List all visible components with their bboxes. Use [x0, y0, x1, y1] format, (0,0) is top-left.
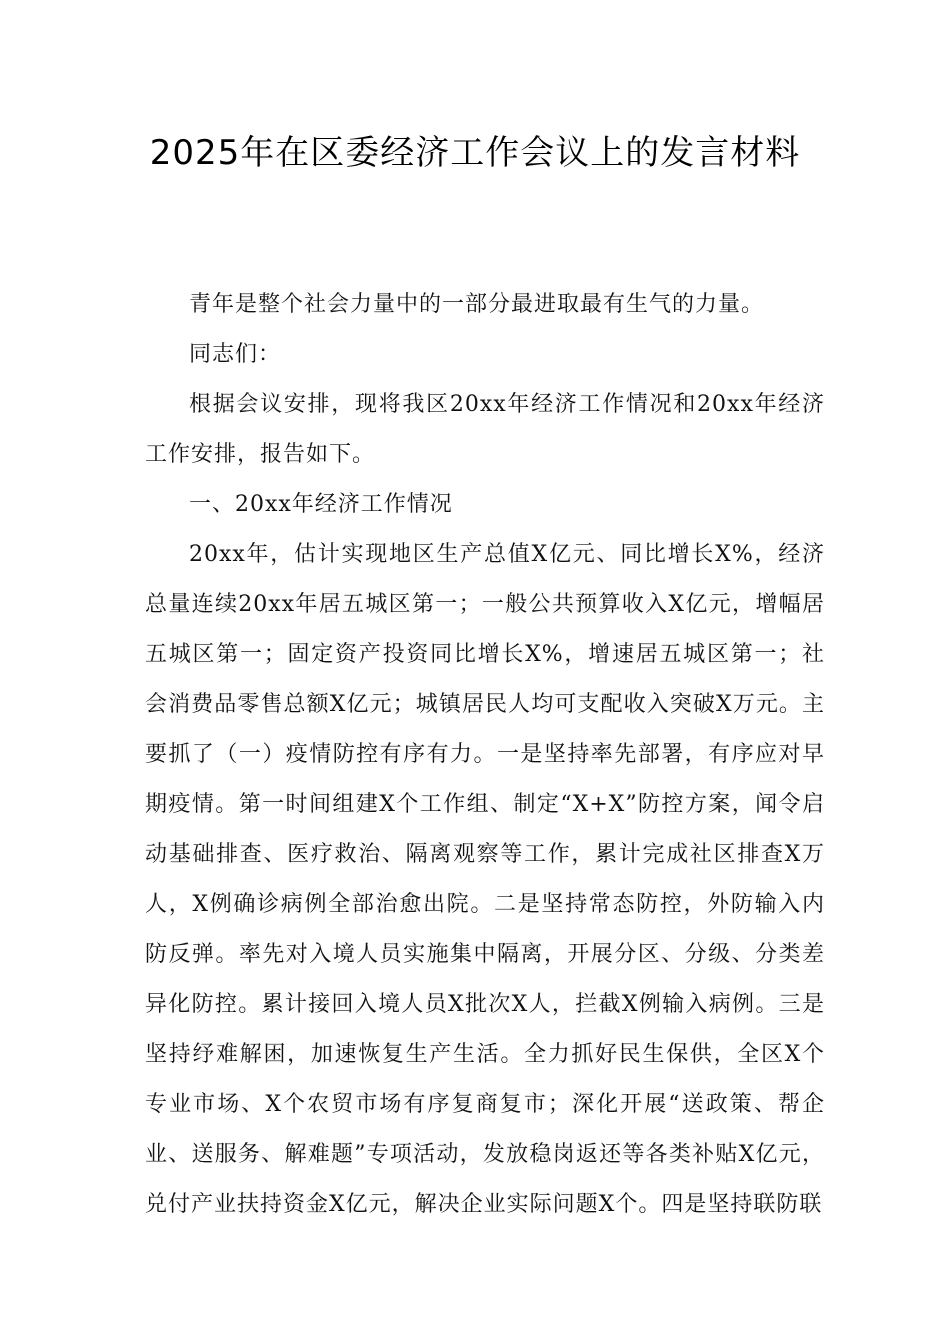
document-body	[145, 280, 825, 1230]
paragraph-economic-summary: 20xx年，估计实现地区生产总值X亿元、同比增长X%，经济总量连续20xx年居五城区第一；一般公共预算收入X亿元，增幅居五城区第一；固定资产投资同比增长X%，增速居五城区第一；社会消费品零售总额X亿元；城镇居民人均可支配收入突破X万元。主要抓了（一）疫情防控有序有力。一是坚持率先部署，有序应对早期疫情。第一时间组建X个工作组、制定“X+X”防控方案，闻令启动基础排查、医疗救治、隔离观察等工作，累计完成社区排查X万人，X例确诊病例全部治愈出院。二是坚持常态防控，外防输入内防反弹。率先对入境人员实施集中隔离，开展分区、分级、分类差异化防控。累计接回入境人员X批次X人，拦截X例输入病例。三是坚持纾难解困，加速恢复生产生活。全力抓好民生保供，全区X个专业市场、X个农贸市场有序复商复市；深化开展“送政策、帮企业、送服务、解难题”专项活动，发放稳岗返还等各类补贴X亿元，兑付产业扶持资金X亿元，解决企业实际问题X个。四是坚持联防联	[145, 542, 825, 1217]
document-title: 2025年在区委经济工作会议上的发言材料	[149, 133, 801, 173]
paragraph-salutation: 同志们：	[189, 342, 282, 367]
paragraph-introduction: 根据会议安排，现将我区20xx年经济工作情况和20xx年经济工作安排，报告如下。	[145, 392, 825, 467]
paragraph-opening-quote: 青年是整个社会力量中的一部分最进取最有生气的力量。	[189, 292, 765, 317]
section-heading-1: 一、20xx年经济工作情况	[189, 492, 453, 517]
